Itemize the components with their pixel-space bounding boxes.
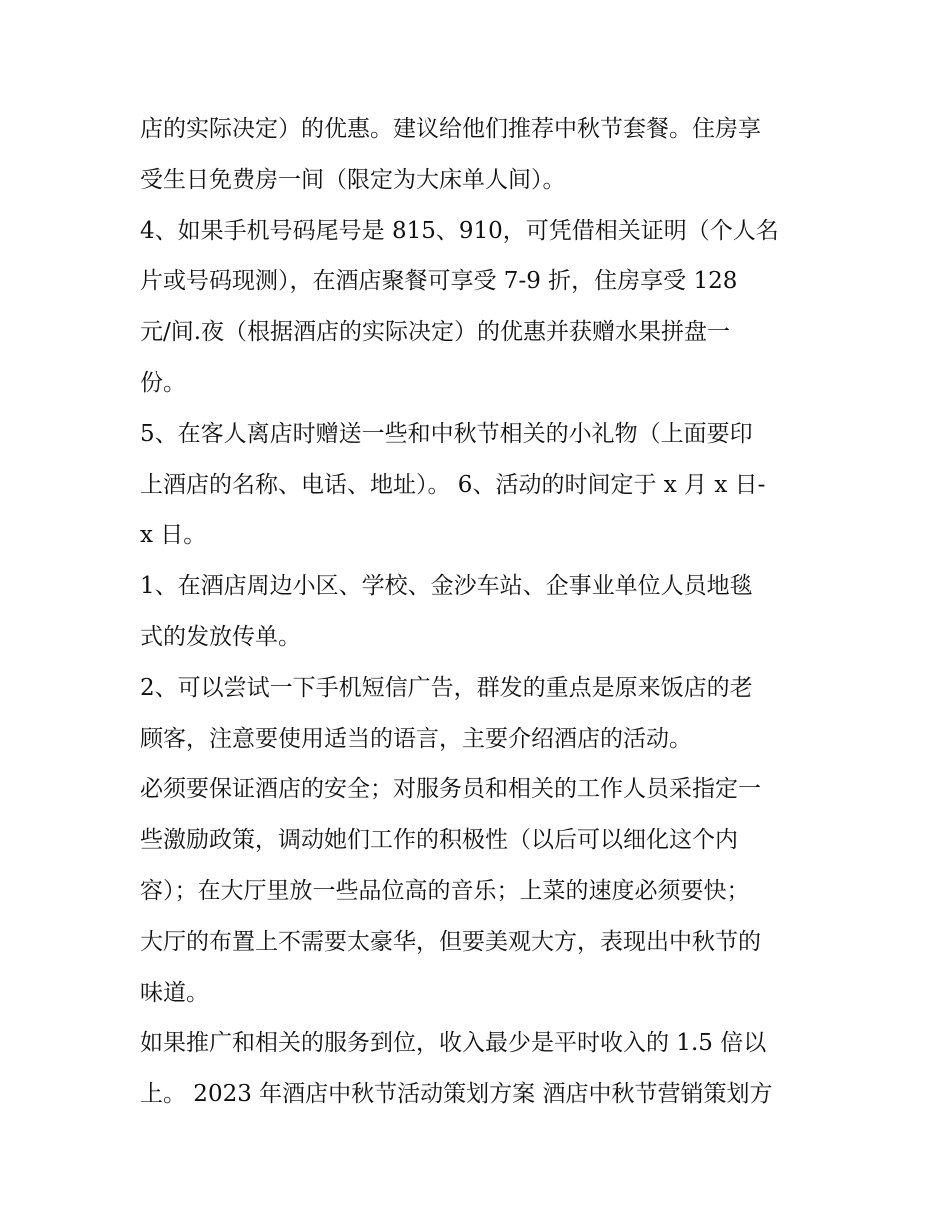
text-line: 元/间.夜（根据酒店的实际决定）的优惠并获赠水果拼盘一 [140, 319, 731, 346]
text-line: 顾客，注意要使用适当的语言，主要介绍酒店的活动。 [140, 725, 692, 752]
text-line: 式的发放传单。 [140, 623, 301, 650]
text-line: 必须要保证酒店的安全；对服务员和相关的工作人员采指定一 [140, 776, 761, 803]
text-line: 2、可以尝试一下手机短信广告，群发的重点是原来饭店的老 [140, 674, 753, 701]
text-line: 容）；在大厅里放一些品位高的音乐；上菜的速度必须要快； [140, 877, 750, 904]
document-body [140, 104, 820, 1120]
text-line: x 日。 [140, 522, 207, 549]
text-line: 受生日免费房一间（限定为大床单人间）。 [140, 166, 566, 193]
text-line: 片或号码现测），在酒店聚餐可享受 7-9 折，住房享受 128 [140, 268, 738, 295]
text-line: 店的实际决定）的优惠。建议给他们推荐中秋节套餐。住房享 [140, 116, 761, 142]
text-line: 上酒店的名称、电话、地址）。 6、活动的时间定于 x 月 x 日- [140, 471, 766, 498]
text-line: 大厅的布置上不需要太豪华，但要美观大方，表现出中秋节的 [140, 928, 761, 955]
text-line: 如果推广和相关的服务到位，收入最少是平时收入的 1.5 倍以 [140, 1030, 767, 1057]
text-line: 1、在酒店周边小区、学校、金沙车站、企事业单位人员地毯 [140, 573, 753, 600]
text-line: 4、如果手机号码尾号是 815、910，可凭借相关证明（个人名 [140, 217, 779, 244]
text-line: 上。 2023 年酒店中秋节活动策划方案 酒店中秋节营销策划方 [140, 1081, 773, 1108]
text-line: 份。 [140, 369, 186, 396]
text-line: 些激励政策，调动她们工作的积极性（以后可以细化这个内 [140, 827, 738, 854]
text-line: 味道。 [140, 979, 209, 1006]
text-line: 5、在客人离店时赠送一些和中秋节相关的小礼物（上面要印 [140, 420, 753, 447]
